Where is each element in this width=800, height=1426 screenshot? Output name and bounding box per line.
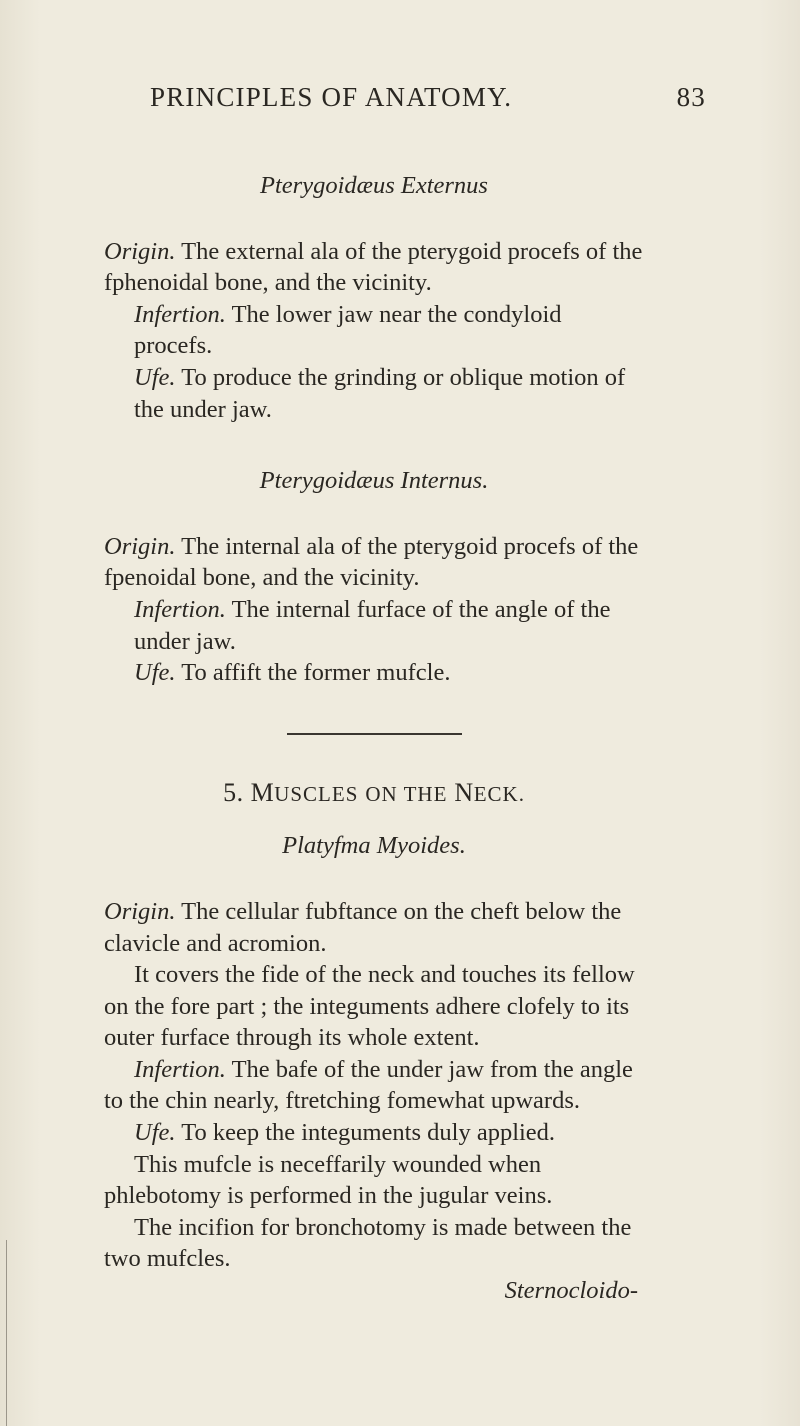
origin-text: The internal ala of the pterygoid procefs of the fpenoidal bone, and the vicinity.: [104, 532, 639, 592]
platysma-origin: [104, 896, 644, 959]
heading-pterygoidaeus-externus: Pterygoidæus Externus: [260, 172, 488, 199]
insertion-label: Infertion.: [134, 1055, 226, 1083]
section-title: [104, 777, 644, 811]
insertion-label: Infertion.: [134, 595, 226, 623]
use-label: Ufe.: [134, 1119, 176, 1147]
section-word2-rest: ECK.: [473, 781, 525, 806]
heading-pterygoidaeus-internus: Pterygoidæus Internus.: [259, 467, 489, 495]
section-middle: ON THE: [365, 781, 448, 806]
use-text: To keep the integuments duly applied.: [181, 1119, 556, 1147]
origin-label: Origin.: [104, 897, 176, 925]
platysma-insertion: [104, 1054, 644, 1117]
section-word2-initial: N: [454, 777, 474, 807]
platysma-note-phlebotomy: This mufcle is neceffarily wounded when phlebotomy is performed in the jugular veins.: [104, 1150, 553, 1210]
heading-platysma-myoides: Platyfma Myoides.: [282, 832, 466, 860]
internus-origin: [104, 531, 644, 594]
section-number: 5.: [223, 777, 244, 807]
origin-label: Origin.: [104, 532, 176, 560]
use-label: Ufe.: [134, 659, 176, 687]
use-text: To affift the former mufcle.: [181, 659, 451, 687]
platysma-note-bronchotomy: The incifion for bronchotomy is made between the two mufcles.: [104, 1213, 632, 1273]
page-body: [104, 170, 644, 1307]
margin-line: [6, 1240, 7, 1426]
running-title: PRINCIPLES OF ANATOMY.: [150, 82, 513, 112]
page-number: 83: [676, 82, 706, 112]
section-word1-initial: M: [250, 777, 275, 807]
insertion-label: Infertion.: [134, 300, 226, 328]
externus-use: [104, 362, 644, 425]
section-word1-rest: USCLES: [274, 781, 359, 806]
use-label: Ufe.: [134, 363, 176, 391]
insertion-text: The bafe of the under jaw from the angle to the chin nearly, ftretching fomewhat upwards.: [104, 1055, 633, 1115]
externus-insertion: [104, 299, 644, 362]
internus-use: [104, 657, 644, 689]
insertion-text: The internal furface of the angle of the under jaw.: [134, 595, 611, 655]
externus-origin: [104, 236, 644, 299]
insertion-text: The lower jaw near the condyloid procefs.: [134, 300, 562, 360]
platysma-use: [104, 1117, 644, 1149]
use-text: To produce the grinding or oblique motion of the under jaw.: [134, 363, 626, 423]
internus-insertion: [104, 594, 644, 657]
platysma-description: It covers the fide of the neck and touches its fellow on the fore part ; the integuments adhere clofely to its outer furface through its whole extent.: [104, 961, 635, 1052]
origin-text: The external ala of the pterygoid procefs of the fphenoidal bone, and the vicinity.: [104, 237, 643, 297]
catchword: Sternocloido-: [504, 1277, 638, 1305]
section-divider: [287, 733, 462, 735]
origin-label: Origin.: [104, 237, 176, 265]
origin-text: The cellular fubftance on the cheft below the clavicle and acromion.: [104, 897, 622, 957]
